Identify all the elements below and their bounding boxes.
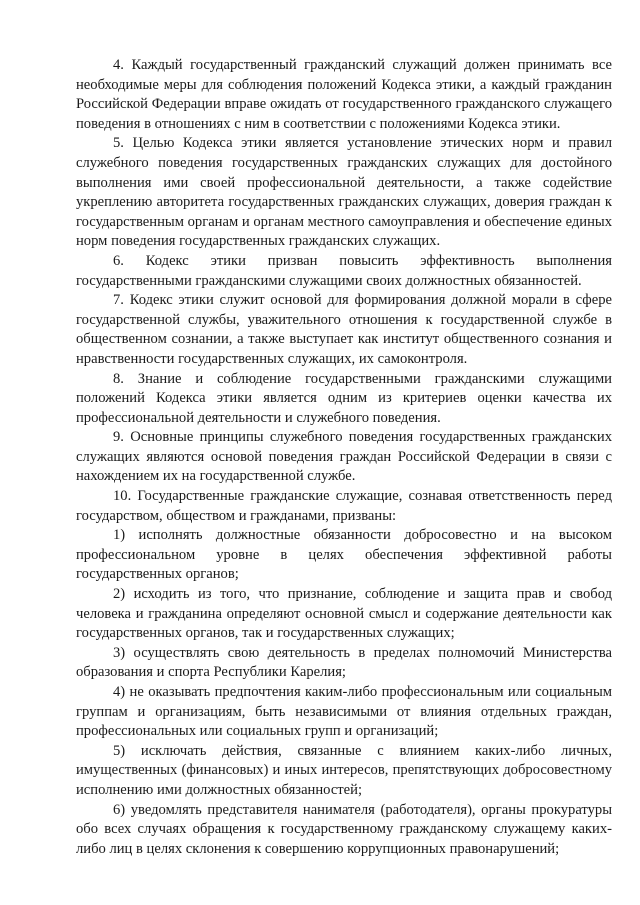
paragraph-4: 4. Каждый государственный гражданский служащий должен принимать все необходимые меры для соблюдения положений Кодекса этики, а каждый гражданин Российской Федерации вправе ожидать от государственного гражданского служащего поведения в отношениях с ним в соответствии с положениями Кодекса этики. xyxy=(76,57,612,132)
list-item-6: 6) уведомлять представителя нанимателя (работодателя), органы прокуратуры обо всех случаях обращения к государственному гражданскому служащему каких-либо лиц в целях склонения к совершению коррупционных правонарушений; xyxy=(76,801,612,857)
list-item-5: 5) исключать действия, связанные с влиянием каких-либо личных, имущественных (финансовых) и иных интересов, препятствующих добросовестному исполнению ими должностных обязанностей; xyxy=(76,742,612,798)
list-item-4: 4) не оказывать предпочтения каким-либо профессиональным или социальным группам и организациям, быть независимыми от влияния отдельных граждан, профессиональных или социальных групп и организаций; xyxy=(76,684,612,740)
paragraph-6: 6. Кодекс этики призван повысить эффективность выполнения государственными гражданскими служащими своих должностных обязанностей. xyxy=(76,252,612,289)
document-page xyxy=(76,56,612,859)
paragraph-8: 8. Знание и соблюдение государственными гражданскими служащими положений Кодекса этики является одним из критериев оценки качества их профессиональной деятельности и служебного поведения. xyxy=(76,370,612,426)
paragraph-10: 10. Государственные гражданские служащие, сознавая ответственность перед государством, обществом и гражданами, призваны: xyxy=(76,488,612,524)
paragraph-9: 9. Основные принципы служебного поведения государственных гражданских служащих являются основой поведения граждан Российской Федерации в связи с нахождением их на государственной службе. xyxy=(76,429,612,485)
list-item-1: 1) исполнять должностные обязанности добросовестно и на высоком профессиональном уровне в целях обеспечения эффективной работы государственных органов; xyxy=(76,527,612,583)
paragraph-5: 5. Целью Кодекса этики является установление этических норм и правил служебного поведения государственных гражданских служащих для достойного выполнения ими своей профессиональной деятельности, а также содействие укреплению авторитета государственных гражданских служащих, доверия граждан к государственным органам и органам местного самоуправления и обеспечение единых норм поведения государственных гражданских служащих. xyxy=(76,135,612,250)
paragraph-7: 7. Кодекс этики служит основой для формирования должной морали в сфере государственной службы, уважительного отношения к государственной службе в общественном сознании, а также выступает как институт общественного сознания и нравственности государственных служащих, их самоконтроля. xyxy=(76,292,612,367)
list-item-3: 3) осуществлять свою деятельность в пределах полномочий Министерства образования и спорта Республики Карелия; xyxy=(76,644,612,681)
list-item-2: 2) исходить из того, что признание, соблюдение и защита прав и свобод человека и гражданина определяют основной смысл и содержание деятельности как государственных органов, так и государственных служащих; xyxy=(76,586,612,642)
